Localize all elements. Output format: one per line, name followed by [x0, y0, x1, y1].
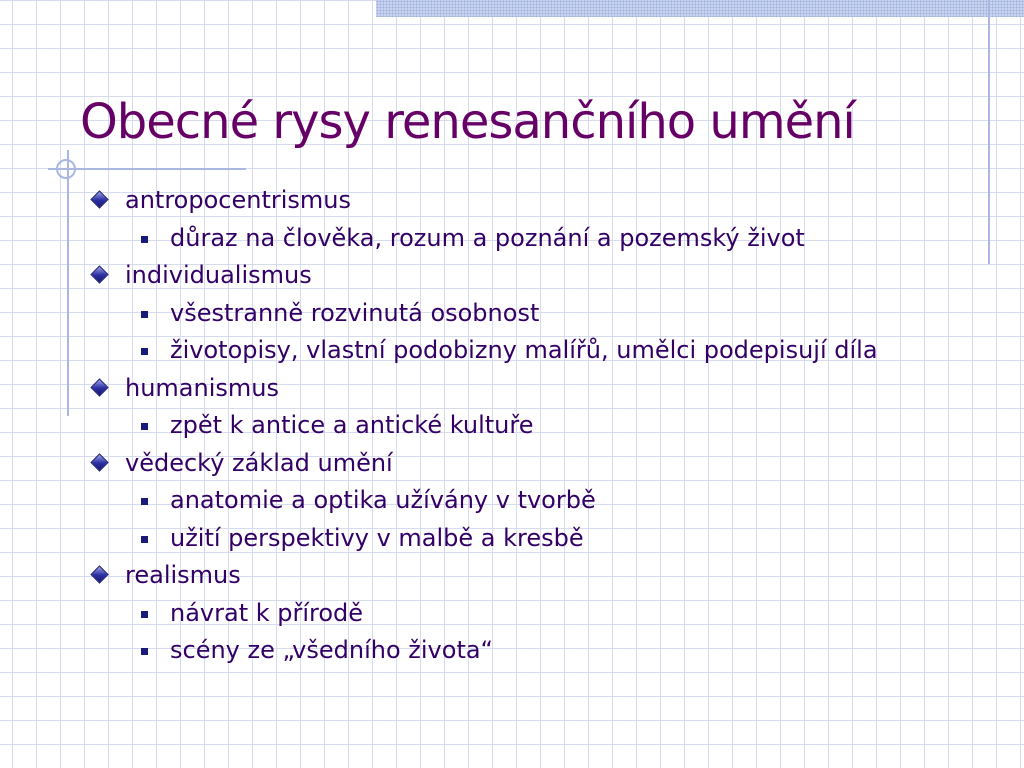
bullet-text: antropocentrismus	[125, 186, 351, 214]
square-bullet-icon	[141, 348, 148, 355]
sub-bullet-text: všestranně rozvinutá osobnost	[170, 298, 540, 327]
sub-bullet-item	[84, 407, 984, 445]
bullet-item	[84, 370, 984, 408]
sub-bullet-text: životopisy, vlastní podobizny malířů, umělci podepisují díla	[170, 336, 878, 364]
sub-bullet-text: užití perspektivy v malbě a kresbě	[170, 523, 584, 552]
diamond-bullet-icon	[90, 453, 108, 471]
corner-circle-ornament	[56, 159, 76, 179]
bullet-item	[84, 445, 984, 483]
bullet-list	[84, 182, 984, 670]
title-underline-rule	[48, 168, 246, 170]
square-bullet-icon	[141, 648, 148, 655]
bullet-text: humanismus	[125, 373, 279, 402]
diamond-bullet-icon	[90, 565, 108, 583]
header-band	[376, 0, 1024, 17]
slide-title: Obecné rysy renesančního umění	[80, 94, 855, 150]
square-bullet-icon	[141, 311, 148, 318]
sub-bullet-item	[84, 295, 984, 333]
sub-bullet-text: návrat k přírodě	[170, 598, 364, 627]
decorative-vertical-rule-left	[67, 150, 69, 416]
bullet-item	[84, 557, 984, 595]
sub-bullet-item	[84, 482, 984, 520]
bullet-item	[84, 257, 984, 295]
sub-bullet-text: zpět k antice a antické kultuře	[170, 411, 534, 439]
square-bullet-icon	[141, 536, 148, 543]
sub-bullet-text: důraz na člověka, rozum a poznání a pozemský život	[170, 223, 805, 252]
sub-bullet-item	[84, 220, 984, 258]
square-bullet-icon	[141, 611, 148, 618]
bullet-item	[84, 182, 984, 220]
diamond-bullet-icon	[90, 190, 108, 208]
sub-bullet-item	[84, 332, 984, 370]
sub-bullet-item	[84, 595, 984, 633]
square-bullet-icon	[141, 498, 148, 505]
bullet-text: realismus	[125, 561, 241, 589]
sub-bullet-item	[84, 520, 984, 558]
bullet-text: individualismus	[125, 261, 312, 289]
diamond-bullet-icon	[90, 378, 108, 396]
decorative-vertical-rule-right	[988, 0, 990, 264]
square-bullet-icon	[141, 236, 148, 243]
sub-bullet-text: scény ze „všedního života“	[170, 636, 493, 664]
bullet-text: vědecký základ umění	[125, 448, 393, 477]
diamond-bullet-icon	[90, 265, 108, 283]
square-bullet-icon	[141, 423, 148, 430]
sub-bullet-text: anatomie a optika užívány v tvorbě	[170, 486, 596, 514]
sub-bullet-item	[84, 632, 984, 670]
